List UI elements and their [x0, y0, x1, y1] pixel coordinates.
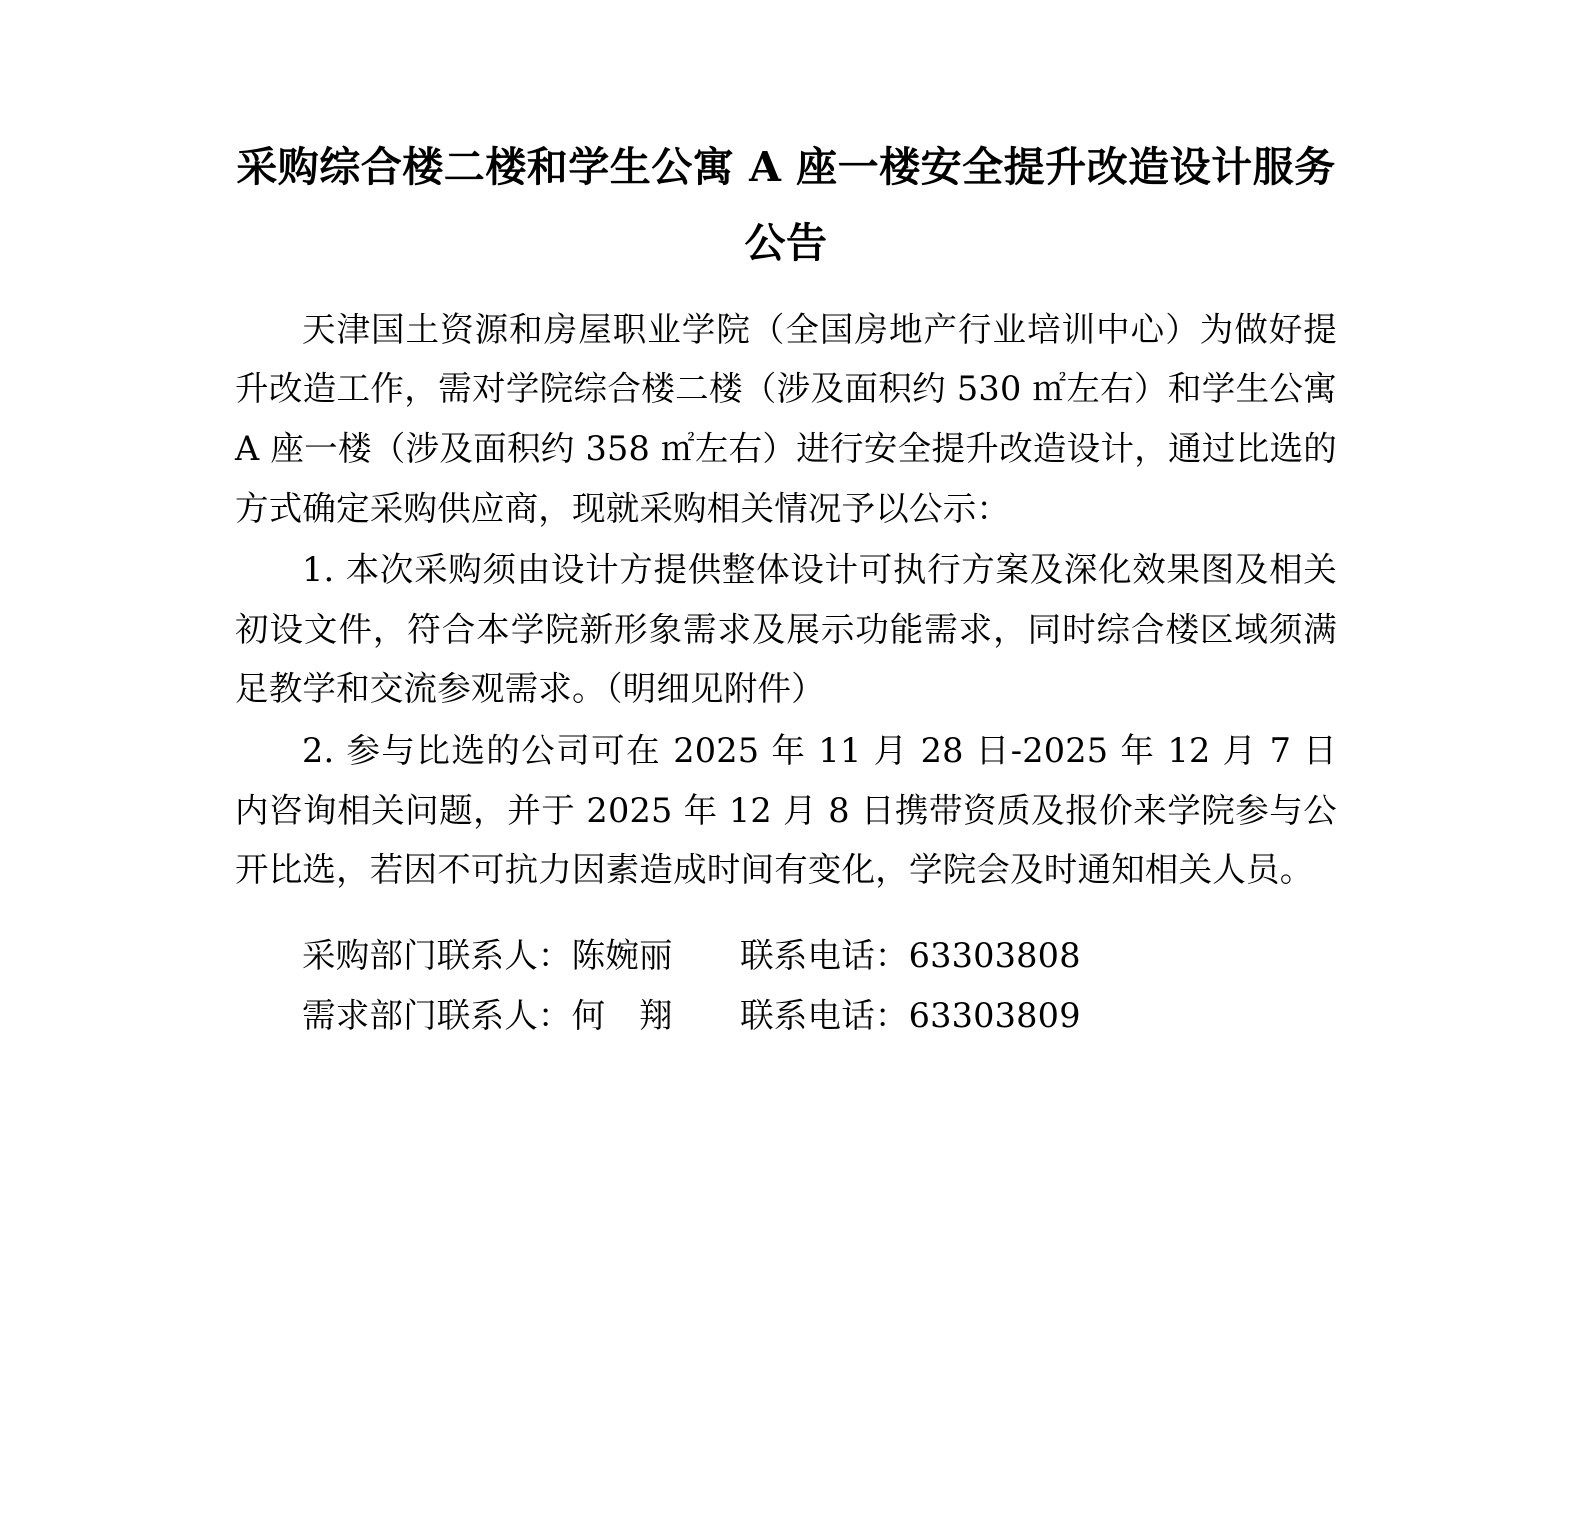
page-title: 采购综合楼二楼和学生公寓 A 座一楼安全提升改造设计服务公告	[236, 143, 1336, 267]
contact-block	[235, 926, 1337, 1045]
paragraph-item-2: 2. 参与比选的公司可在 2025 年 11 月 28 日-2025 年 12 月 7 日内咨询相关问题，并于 2025 年 12 月 8 日携带资质及报价来学院参与公开比选，若因不可抗力因素造成时间有变化，学院会及时通知相关人员。	[235, 731, 1337, 890]
contact-purchasing: 采购部门联系人：陈婉丽 联系电话：63303808	[302, 935, 1081, 975]
paragraph-intro: 天津国土资源和房屋职业学院（全国房地产行业培训中心）为做好提升改造工作，需对学院综合楼二楼（涉及面积约 530 ㎡左右）和学生公寓 A 座一楼（涉及面积约 358 ㎡左右）进行安全提升改造设计，通过比选的方式确定采购供应商，现就采购相关情况予以公示：	[235, 309, 1337, 528]
contact-requirements: 需求部门联系人：何 翔 联系电话：63303809	[302, 995, 1081, 1035]
paragraph-item-1: 1. 本次采购须由设计方提供整体设计可执行方案及深化效果图及相关初设文件，符合本学院新形象需求及展示功能需求，同时综合楼区域须满足教学和交流参观需求。（明细见附件）	[235, 550, 1337, 709]
